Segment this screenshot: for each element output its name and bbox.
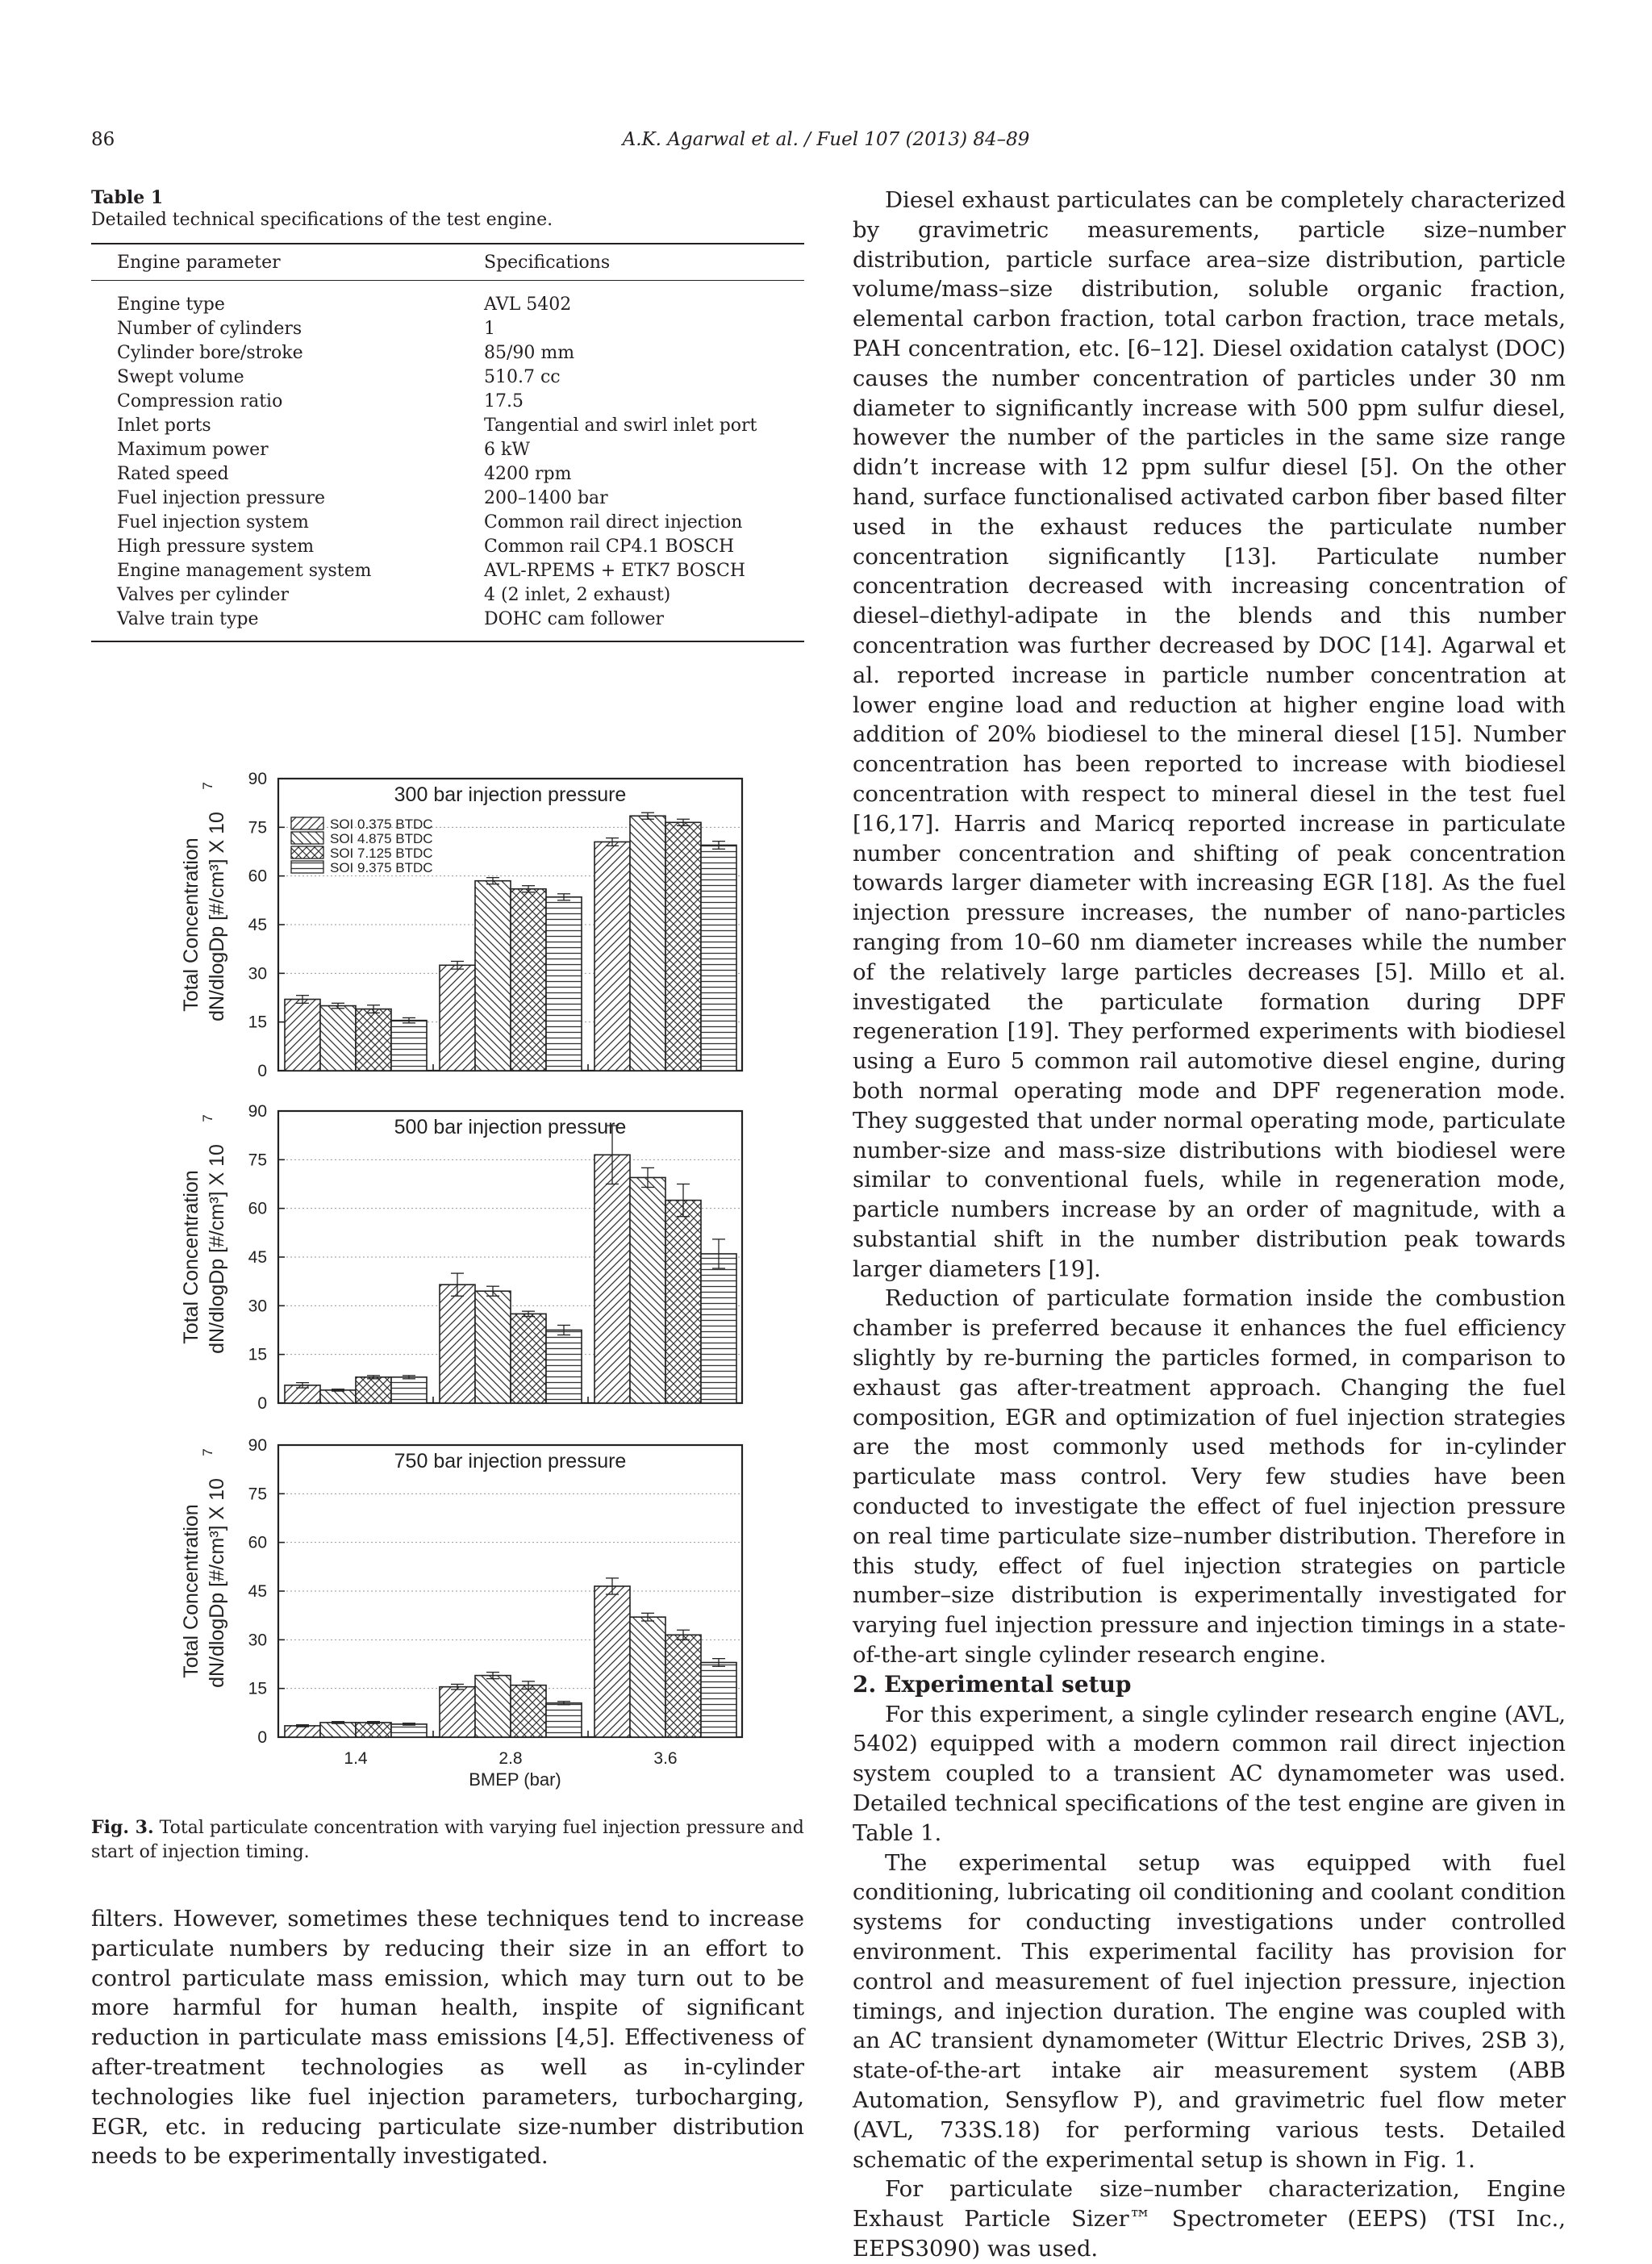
table-cell-parameter: Number of cylinders (117, 318, 302, 339)
y-tick-label: 75 (248, 1151, 267, 1170)
table-cell-parameter: Cylinder bore/stroke (117, 342, 303, 363)
bar (475, 1291, 511, 1403)
chart-title: 500 bar injection pressure (394, 1116, 627, 1138)
y-axis-label-line2: dN/dlogDp [#/cm³] X 10 (206, 1144, 228, 1354)
bar (440, 1687, 475, 1737)
bar (701, 1662, 736, 1737)
bar (440, 965, 475, 1071)
y-tick-label: 0 (257, 1728, 267, 1747)
y-tick-label: 90 (248, 770, 267, 788)
bar (665, 822, 701, 1071)
table-cell-parameter: Maximum power (117, 439, 269, 460)
table-cell-specification: 510.7 cc (484, 366, 561, 387)
y-axis-label-line2: dN/dlogDp [#/cm³] X 10 (206, 1478, 228, 1688)
bar (594, 1586, 630, 1737)
table-cell-parameter: Valve train type (117, 608, 259, 629)
bar (546, 897, 582, 1071)
x-tick-label: 3.6 (653, 1749, 678, 1768)
table-row (91, 413, 804, 437)
legend-label: SOI 4.875 BTDC (330, 831, 433, 846)
fig3-chart (145, 758, 758, 1791)
y-tick-label: 60 (248, 1533, 267, 1552)
y-axis-label-line2: dN/dlogDp [#/cm³] X 10 (206, 812, 228, 1021)
chart-title: 300 bar injection pressure (394, 783, 627, 806)
y-tick-label: 60 (248, 867, 267, 886)
bar (475, 1676, 511, 1737)
bar (391, 1724, 427, 1737)
running-head: A.K. Agarwal et al. / Fuel 107 (2013) 84–89 (622, 129, 1030, 150)
table-row (91, 340, 804, 365)
table-cell-specification: Common rail direct injection (484, 512, 743, 533)
y-tick-label: 30 (248, 964, 267, 984)
table-cell-specification: 200–1400 bar (484, 487, 608, 508)
left-column (91, 1904, 804, 2171)
table-row (91, 583, 804, 607)
y-tick-label: 75 (248, 818, 267, 838)
table-row (91, 486, 804, 510)
table-body (91, 281, 804, 641)
bar (546, 1330, 582, 1404)
bar (511, 889, 546, 1071)
table-row (91, 534, 804, 558)
y-axis-label-line1: Total Concentration (180, 1504, 202, 1678)
paragraph-5: For particulate size–number characterization, Engine Exhaust Particle Sizer™ Spectrometer (EEPS) (TSI Inc., EEPS3090) was used. (853, 2176, 1566, 2262)
paragraph-2: Reduction of particulate formation inside the combustion chamber is preferred because it enhances the fuel efficiency slightly by re-burning the particles formed, in comparison to exhaust gas after-treatment approach. Changing the fuel composition, EGR and optimization of fuel injection strategies are the most commonly used methods for in-cylinder particulate mass control. Very few studies have been conducted to investigate the effect of fuel injection pressure on real time particulate size–number distribution. Therefore in this study, effect of fuel injection strategies on particle number–size distribution is experimentally investigated for varying fuel injection pressure and injection timings in a state-of-the-art single cylinder research engine. (853, 1285, 1566, 1669)
y-tick-label: 60 (248, 1199, 267, 1218)
legend-swatch (291, 846, 323, 858)
table-cell-specification: 17.5 (484, 391, 524, 411)
legend-label: SOI 0.375 BTDC (330, 817, 433, 832)
legend-swatch (291, 817, 323, 829)
table-header-row (91, 244, 804, 280)
bar (356, 1377, 391, 1403)
bar (594, 842, 630, 1071)
x-tick-label: 1.4 (344, 1749, 368, 1768)
table-cell-parameter: Engine type (117, 294, 225, 315)
table-header-specifications: Specifications (484, 252, 611, 273)
table-cell-specification: 6 kW (484, 439, 530, 460)
bar (546, 1703, 582, 1737)
table-cell-parameter: Fuel injection pressure (117, 487, 326, 508)
bar (285, 1726, 320, 1737)
table-cell-specification: AVL 5402 (484, 294, 572, 315)
table-row (91, 558, 804, 583)
y-tick-label: 15 (248, 1013, 267, 1032)
bar (630, 1617, 665, 1737)
table-cell-specification: AVL-RPEMS + ETK7 BOSCH (484, 560, 746, 581)
y-tick-label: 30 (248, 1297, 267, 1316)
table-row (91, 510, 804, 534)
table-header-parameter: Engine parameter (117, 252, 281, 273)
y-tick-label: 90 (248, 1436, 267, 1455)
y-tick-label: 45 (248, 1248, 267, 1267)
table-cell-specification: 4200 rpm (484, 463, 572, 484)
bar (391, 1377, 427, 1403)
table-cell-specification: 4 (2 inlet, 2 exhaust) (484, 584, 671, 605)
table-caption: Detailed technical specifications of the test engine. (91, 210, 553, 230)
table-cell-parameter: Compression ratio (117, 391, 283, 411)
x-axis-label: BMEP (bar) (469, 1769, 561, 1790)
table-cell-parameter: Rated speed (117, 463, 229, 484)
table-row (91, 292, 804, 316)
bar (320, 1723, 356, 1737)
y-tick-label: 45 (248, 1582, 267, 1601)
paragraph-1: Diesel exhaust particulates can be completely characterized by gravimetric measurements, particle size–number distribution, particle surface area–size distribution, particle volume/mass–size distribution, soluble organic fraction, elemental carbon fraction, total carbon fraction, trace metals, PAH concentration, etc. [6–12]. Diesel oxidation catalyst (DOC) causes the number concentration of particles under 30 nm diameter to significantly increase with 500 ppm sulfur diesel, however the number of the particles in the same size range didn’t increase with 12 ppm sulfur diesel [5]. On the other hand, surface functionalised activated carbon fiber based filter used in the exhaust reduces the particulate number concentration significantly [13]. Particulate number concentration decreased with increasing concentration of diesel–diethyl-adipate in the blends and this number concentration was further decreased by DOC [14]. Agarwal et al. reported increase in particle number concentration at lower engine load and reduction at higher engine load with addition of 20% biodiesel to the mineral diesel [15]. Number concentration has been reported to increase with biodiesel concentration with respect to mineral diesel in the test fuel [16,17]. Harris and Maricq reported increase in particulate number concentration and shifting of peak concentration towards larger diameter with increasing EGR [18]. As the fuel injection pressure increases, the number of nano-particles ranging from 10–60 nm diameter increases while the number of the relatively large particles decreases [5]. Millo et al. investigated the particulate formation during DPF regeneration [19]. They performed experiments with biodiesel using a Euro 5 common rail automotive diesel engine, during both normal operating mode and DPF regeneration mode. They suggested that under normal operating mode, particulate number-size and mass-size distributions with biodiesel were similar to conventional fuels, while in regeneration mode, particle numbers increase by an order of magnitude, with a substantial shift in the number distribution peak towards larger diameters [19]. (853, 187, 1566, 1282)
left-paragraph: filters. However, sometimes these techniques tend to increase particulate numbers by reducing their size in an effort to control particulate mass emission, which may turn out to be more harmful for human health, inspite of significant reduction in particulate mass emissions [4,5]. Effectiveness of after-treatment technologies as well as in-cylinder technologies like fuel injection parameters, turbocharging, EGR, etc. in reducing particulate size-number distribution needs to be experimentally investigated. (91, 1906, 804, 2170)
bar (701, 1254, 736, 1403)
bar (511, 1314, 546, 1403)
y-tick-label: 0 (257, 1062, 267, 1080)
y-axis-label-exponent: 7 (200, 1114, 215, 1122)
bar (475, 881, 511, 1071)
table-cell-specification: 1 (484, 318, 495, 339)
bar (630, 1177, 665, 1403)
y-axis-label-line1: Total Concentration (180, 1170, 202, 1344)
y-tick-label: 75 (248, 1485, 267, 1504)
table-title: Table 1 (91, 187, 164, 208)
x-tick-label: 2.8 (499, 1749, 523, 1768)
bar (356, 1009, 391, 1071)
bar (356, 1723, 391, 1737)
table-row (91, 365, 804, 389)
legend-swatch (291, 832, 323, 844)
bar (320, 1006, 356, 1071)
bar (285, 1000, 320, 1071)
table-cell-specification: 85/90 mm (484, 342, 575, 363)
y-axis-label-exponent: 7 (200, 782, 215, 790)
legend-label: SOI 7.125 BTDC (330, 846, 433, 861)
table-row (91, 437, 804, 462)
y-axis-label-exponent: 7 (200, 1448, 215, 1456)
y-tick-label: 45 (248, 916, 267, 934)
bar (440, 1284, 475, 1403)
legend-label: SOI 9.375 BTDC (330, 860, 433, 875)
bar (511, 1685, 546, 1737)
table-cell-parameter: Swept volume (117, 366, 244, 387)
paragraph-3: For this experiment, a single cylinder research engine (AVL, 5402) equipped with a modern common rail direct injection system coupled to a transient AC dynamometer was used. Detailed technical specifications of the test engine are given in Table 1. (853, 1701, 1566, 1846)
bar (320, 1390, 356, 1403)
table-cell-parameter: Inlet ports (117, 415, 211, 436)
table-row (91, 462, 804, 486)
y-tick-label: 90 (248, 1102, 267, 1121)
table-row (91, 316, 804, 340)
table-cell-parameter: Engine management system (117, 560, 372, 581)
bar (630, 816, 665, 1071)
table-cell-parameter: High pressure system (117, 536, 315, 557)
bar (665, 1635, 701, 1737)
chart-title: 750 bar injection pressure (394, 1450, 627, 1472)
table-cell-specification: DOHC cam follower (484, 608, 665, 629)
y-axis-label-line1: Total Concentration (180, 838, 202, 1012)
figure-caption (91, 1815, 804, 1865)
table-row (91, 607, 804, 631)
table-bottom-rule (91, 641, 804, 642)
table-cell-parameter: Fuel injection system (117, 512, 309, 533)
bar (594, 1155, 630, 1403)
legend-swatch (291, 861, 323, 873)
y-tick-label: 30 (248, 1631, 267, 1650)
table-cell-parameter: Valves per cylinder (117, 584, 289, 605)
page-number: 86 (91, 129, 115, 150)
bar (391, 1021, 427, 1071)
paragraph-4: The experimental setup was equipped with fuel conditioning, lubricating oil conditioning and coolant condition systems for conducting investigations under controlled environment. This experimental facility has provision for control and measurement of fuel injection pressure, injection timings, and injection duration. The engine was coupled with an AC transient dynamometer (Wittur Electric Drives, 2SB 3), state-of-the-art intake air measurement system (ABB Automation, Sensyflow P), and gravimetric fuel flow meter (AVL, 733S.18) for performing various tests. Detailed schematic of the experimental setup is shown in Fig. 1. (853, 1849, 1566, 2173)
table-1 (91, 186, 804, 642)
table-row (91, 389, 804, 413)
table-cell-specification: Common rail CP4.1 BOSCH (484, 536, 735, 557)
figure-caption-text: Total particulate concentration with varying fuel injection pressure and start of injection timing. (91, 1818, 804, 1862)
y-tick-label: 15 (248, 1345, 267, 1364)
figure-label: Fig. 3. (91, 1817, 154, 1838)
right-column (853, 186, 1566, 2264)
bar (665, 1201, 701, 1403)
table-cell-specification: Tangential and swirl inlet port (484, 415, 757, 436)
section-heading: 2. Experimental setup (853, 1670, 1132, 1698)
y-tick-label: 15 (248, 1679, 267, 1698)
bar (701, 845, 736, 1071)
y-tick-label: 0 (257, 1394, 267, 1413)
